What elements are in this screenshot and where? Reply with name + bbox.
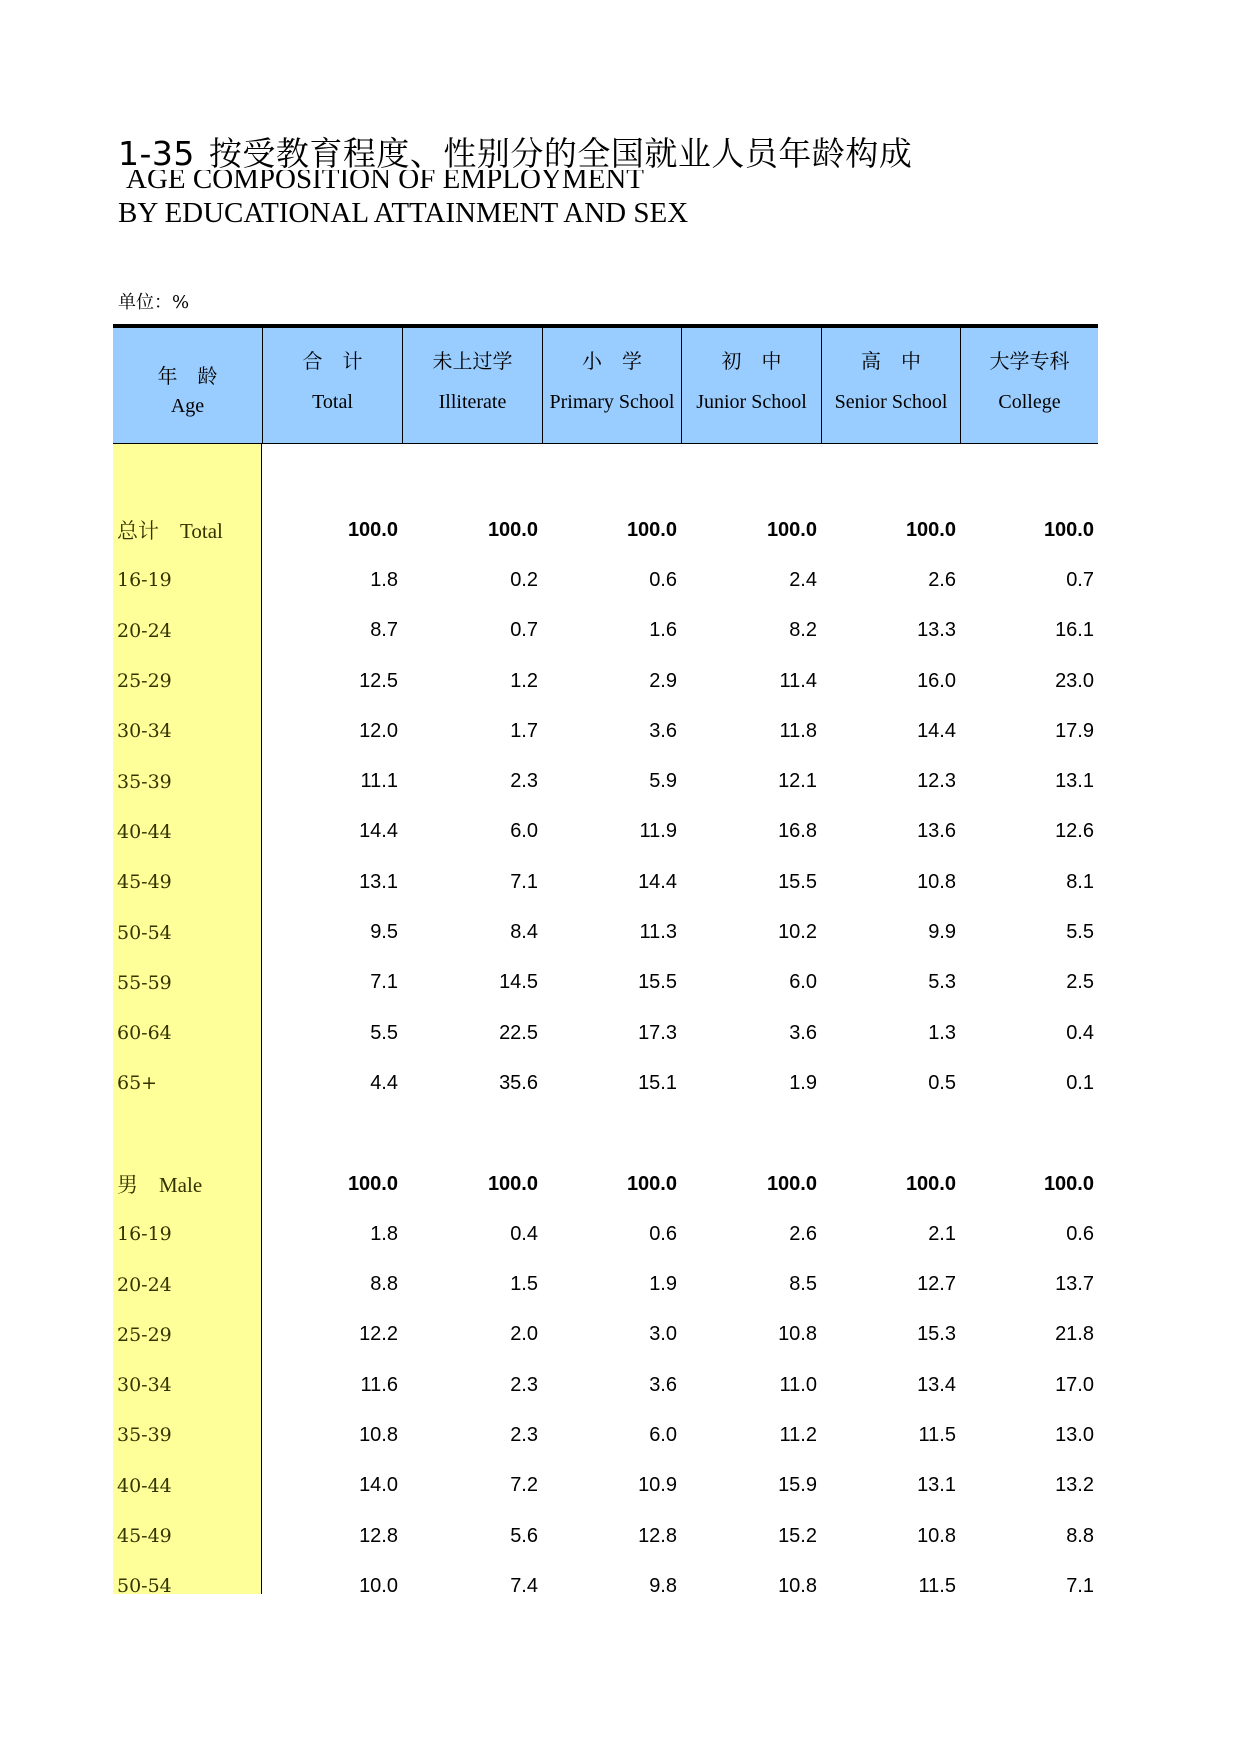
header-label-chinese: 初 中 xyxy=(721,349,782,373)
table-row xyxy=(113,1209,1098,1259)
value-cell: 8.8 xyxy=(370,1273,398,1296)
value-cell: 10.8 xyxy=(917,1524,956,1547)
value-cell: 12.7 xyxy=(917,1273,956,1296)
value-cell: 7.1 xyxy=(1066,1574,1094,1597)
table-row xyxy=(113,1561,1098,1611)
value-cell: 4.4 xyxy=(370,1071,398,1094)
value-cell: 10.8 xyxy=(917,870,956,893)
value-cell: 3.6 xyxy=(789,1021,817,1044)
value-cell: 1.8 xyxy=(370,1222,398,1245)
value-cell: 15.5 xyxy=(638,971,677,994)
value-cell: 7.4 xyxy=(510,1574,538,1597)
value-cell: 0.4 xyxy=(1066,1021,1094,1044)
age-label: 25-29 xyxy=(117,670,172,693)
value-cell: 23.0 xyxy=(1055,669,1094,692)
value-cell: 10.8 xyxy=(778,1323,817,1346)
table-spacer-row xyxy=(113,1109,1098,1159)
age-label: 16-19 xyxy=(117,569,172,592)
value-cell: 2.4 xyxy=(789,568,817,591)
title-english-line-2: BY EDUCATIONAL ATTAINMENT AND SEX xyxy=(118,197,689,224)
value-cell: 14.0 xyxy=(359,1474,398,1497)
age-label: 30-34 xyxy=(117,1374,172,1397)
header-cell-col-2 xyxy=(402,328,542,443)
table-row xyxy=(113,958,1098,1008)
value-cell: 12.5 xyxy=(359,669,398,692)
age-label: 35-39 xyxy=(117,1424,172,1447)
value-cell: 2.0 xyxy=(510,1323,538,1346)
title-chinese: 按受教育程度、性别分的全国就业人员年龄构成 xyxy=(208,134,913,173)
value-cell: 12.0 xyxy=(359,719,398,742)
header-cell-col-6 xyxy=(960,328,1098,443)
value-cell: 21.8 xyxy=(1055,1323,1094,1346)
header-cell-age xyxy=(113,328,262,443)
value-cell: 1.5 xyxy=(510,1273,538,1296)
value-cell: 5.9 xyxy=(649,770,677,793)
value-cell: 11.6 xyxy=(360,1373,398,1396)
value-cell: 13.3 xyxy=(917,619,956,642)
table-rows xyxy=(113,505,1098,1612)
value-cell: 0.1 xyxy=(1066,1071,1094,1094)
value-cell: 11.5 xyxy=(918,1574,956,1597)
header-label-english: College xyxy=(998,391,1061,413)
value-cell: 13.1 xyxy=(359,870,398,893)
value-cell: 13.0 xyxy=(1055,1423,1094,1446)
table-number: 1-35 xyxy=(118,134,195,173)
header-label-chinese: 年 龄 xyxy=(157,364,218,388)
value-cell: 16.1 xyxy=(1055,619,1094,642)
value-cell: 17.9 xyxy=(1055,719,1094,742)
value-cell: 7.2 xyxy=(510,1474,538,1497)
header-label-english: Total xyxy=(312,391,353,413)
age-label: 65+ xyxy=(117,1072,158,1095)
value-cell: 0.7 xyxy=(1066,568,1094,591)
age-label: 50-54 xyxy=(117,1575,172,1598)
table-row xyxy=(113,807,1098,857)
value-cell: 2.5 xyxy=(1066,971,1094,994)
title-english xyxy=(118,170,878,224)
value-cell: 0.6 xyxy=(1066,1222,1094,1245)
value-cell: 17.0 xyxy=(1055,1373,1094,1396)
table-row xyxy=(113,907,1098,957)
value-cell: 11.3 xyxy=(639,921,677,944)
value-cell: 11.9 xyxy=(639,820,677,843)
value-cell: 15.2 xyxy=(778,1524,817,1547)
age-label: 35-39 xyxy=(117,770,172,793)
age-label: 60-64 xyxy=(117,1022,172,1045)
value-cell: 12.8 xyxy=(359,1524,398,1547)
age-label: 16-19 xyxy=(117,1223,172,1246)
value-cell: 100.0 xyxy=(347,1172,398,1195)
value-cell: 100.0 xyxy=(1043,1172,1094,1195)
header-label-english: Illiterate xyxy=(438,391,507,413)
value-cell: 10.2 xyxy=(778,921,817,944)
value-cell: 15.3 xyxy=(917,1323,956,1346)
value-cell: 10.9 xyxy=(638,1474,677,1497)
value-cell: 0.6 xyxy=(649,1222,677,1245)
value-cell: 100.0 xyxy=(487,518,538,541)
value-cell: 100.0 xyxy=(905,1172,956,1195)
value-cell: 16.8 xyxy=(778,820,817,843)
value-cell: 10.8 xyxy=(778,1574,817,1597)
value-cell: 100.0 xyxy=(626,518,677,541)
value-cell: 35.6 xyxy=(499,1071,538,1094)
value-cell: 1.7 xyxy=(510,719,538,742)
value-cell: 2.3 xyxy=(510,1373,538,1396)
value-cell: 8.5 xyxy=(789,1273,817,1296)
header-cell-col-5 xyxy=(821,328,960,443)
value-cell: 9.5 xyxy=(370,921,398,944)
table-row xyxy=(113,656,1098,706)
value-cell: 9.8 xyxy=(649,1574,677,1597)
age-label: 55-59 xyxy=(117,971,172,994)
table-row xyxy=(113,1259,1098,1309)
value-cell: 100.0 xyxy=(1043,518,1094,541)
table-body xyxy=(113,444,1098,1598)
table-row xyxy=(113,1008,1098,1058)
value-cell: 9.9 xyxy=(928,921,956,944)
header-label-chinese: 合 计 xyxy=(302,349,363,373)
value-cell: 8.8 xyxy=(1066,1524,1094,1547)
value-cell: 3.6 xyxy=(649,1373,677,1396)
value-cell: 0.4 xyxy=(510,1222,538,1245)
value-cell: 22.5 xyxy=(499,1021,538,1044)
value-cell: 5.6 xyxy=(510,1524,538,1547)
table-row xyxy=(113,1410,1098,1460)
value-cell: 0.2 xyxy=(510,568,538,591)
value-cell: 2.9 xyxy=(649,669,677,692)
value-cell: 1.8 xyxy=(370,568,398,591)
value-cell: 11.0 xyxy=(779,1373,817,1396)
header-label-chinese: 小 学 xyxy=(582,349,642,373)
header-label-english: Primary School xyxy=(549,391,675,413)
age-label: 40-44 xyxy=(117,820,172,843)
value-cell: 13.4 xyxy=(917,1373,956,1396)
value-cell: 1.2 xyxy=(510,669,538,692)
value-cell: 12.3 xyxy=(917,770,956,793)
age-label: 总计 Total xyxy=(117,519,223,544)
value-cell: 5.5 xyxy=(1066,921,1094,944)
title-english-line-1: AGE COMPOSITION OF EMPLOYMENT xyxy=(126,170,644,195)
value-cell: 11.4 xyxy=(779,669,817,692)
header-cell-col-3 xyxy=(542,328,681,443)
header-cell-col-1 xyxy=(262,328,402,443)
age-label: 30-34 xyxy=(117,720,172,743)
header-label-english: Junior School xyxy=(696,391,807,413)
table-header xyxy=(113,324,1098,444)
value-cell: 2.1 xyxy=(928,1222,956,1245)
table-row xyxy=(113,1511,1098,1561)
header-label-chinese: 高 中 xyxy=(861,349,921,373)
value-cell: 12.2 xyxy=(359,1323,398,1346)
age-label: 45-49 xyxy=(117,1525,172,1548)
value-cell: 14.5 xyxy=(499,971,538,994)
value-cell: 2.6 xyxy=(928,568,956,591)
age-label: 45-49 xyxy=(117,871,172,894)
value-cell: 100.0 xyxy=(905,518,956,541)
table-row xyxy=(113,857,1098,907)
value-cell: 12.6 xyxy=(1055,820,1094,843)
value-cell: 3.0 xyxy=(649,1323,677,1346)
table-row xyxy=(113,756,1098,806)
header-label-chinese: 未上过学 xyxy=(432,349,513,373)
value-cell: 6.0 xyxy=(649,1423,677,1446)
value-cell: 8.2 xyxy=(789,619,817,642)
value-cell: 15.5 xyxy=(778,870,817,893)
value-cell: 11.5 xyxy=(918,1423,956,1446)
value-cell: 2.3 xyxy=(510,1423,538,1446)
value-cell: 17.3 xyxy=(638,1021,677,1044)
table-row xyxy=(113,606,1098,656)
table-row xyxy=(113,1461,1098,1511)
data-table xyxy=(113,324,1098,1598)
value-cell: 7.1 xyxy=(510,870,538,893)
value-cell: 3.6 xyxy=(649,719,677,742)
value-cell: 11.1 xyxy=(360,770,398,793)
value-cell: 15.1 xyxy=(638,1071,677,1094)
table-row xyxy=(113,1310,1098,1360)
value-cell: 100.0 xyxy=(766,1172,817,1195)
value-cell: 14.4 xyxy=(359,820,398,843)
value-cell: 13.1 xyxy=(1055,770,1094,793)
value-cell: 0.5 xyxy=(928,1071,956,1094)
value-cell: 11.8 xyxy=(779,719,817,742)
value-cell: 100.0 xyxy=(487,1172,538,1195)
header-label-chinese: 大学专科 xyxy=(989,349,1070,373)
value-cell: 12.8 xyxy=(638,1524,677,1547)
value-cell: 5.3 xyxy=(928,971,956,994)
value-cell: 5.5 xyxy=(370,1021,398,1044)
table-row xyxy=(113,1058,1098,1108)
value-cell: 12.1 xyxy=(778,770,817,793)
age-label: 20-24 xyxy=(117,1273,172,1296)
value-cell: 8.1 xyxy=(1066,870,1094,893)
value-cell: 1.3 xyxy=(928,1021,956,1044)
value-cell: 2.3 xyxy=(510,770,538,793)
value-cell: 100.0 xyxy=(766,518,817,541)
value-cell: 8.4 xyxy=(510,921,538,944)
value-cell: 1.6 xyxy=(649,619,677,642)
value-cell: 14.4 xyxy=(917,719,956,742)
value-cell: 13.7 xyxy=(1055,1273,1094,1296)
value-cell: 10.0 xyxy=(359,1574,398,1597)
value-cell: 14.4 xyxy=(638,870,677,893)
value-cell: 15.9 xyxy=(778,1474,817,1497)
value-cell: 1.9 xyxy=(789,1071,817,1094)
value-cell: 13.1 xyxy=(917,1474,956,1497)
table-row xyxy=(113,706,1098,756)
age-label: 40-44 xyxy=(117,1474,172,1497)
header-label-english: Age xyxy=(170,395,205,417)
table-total-row xyxy=(113,1159,1098,1209)
table-row xyxy=(113,1360,1098,1410)
value-cell: 2.6 xyxy=(789,1222,817,1245)
value-cell: 100.0 xyxy=(347,518,398,541)
value-cell: 1.9 xyxy=(649,1273,677,1296)
age-label: 50-54 xyxy=(117,921,172,944)
table-total-row xyxy=(113,505,1098,555)
value-cell: 100.0 xyxy=(626,1172,677,1195)
value-cell: 16.0 xyxy=(917,669,956,692)
value-cell: 6.0 xyxy=(510,820,538,843)
value-cell: 0.7 xyxy=(510,619,538,642)
value-cell: 10.8 xyxy=(359,1423,398,1446)
header-label-english: Senior School xyxy=(834,391,948,413)
value-cell: 7.1 xyxy=(370,971,398,994)
value-cell: 13.6 xyxy=(917,820,956,843)
age-label: 20-24 xyxy=(117,619,172,642)
table-row xyxy=(113,555,1098,605)
age-label: 25-29 xyxy=(117,1323,172,1346)
value-cell: 6.0 xyxy=(789,971,817,994)
value-cell: 0.6 xyxy=(649,568,677,591)
value-cell: 8.7 xyxy=(370,619,398,642)
page-title xyxy=(118,128,912,175)
age-label: 男 Male xyxy=(117,1173,203,1197)
value-cell: 13.2 xyxy=(1055,1474,1094,1497)
value-cell: 11.2 xyxy=(779,1423,817,1446)
header-cell-col-4 xyxy=(681,328,821,443)
unit-label: 单位：% xyxy=(118,292,190,313)
